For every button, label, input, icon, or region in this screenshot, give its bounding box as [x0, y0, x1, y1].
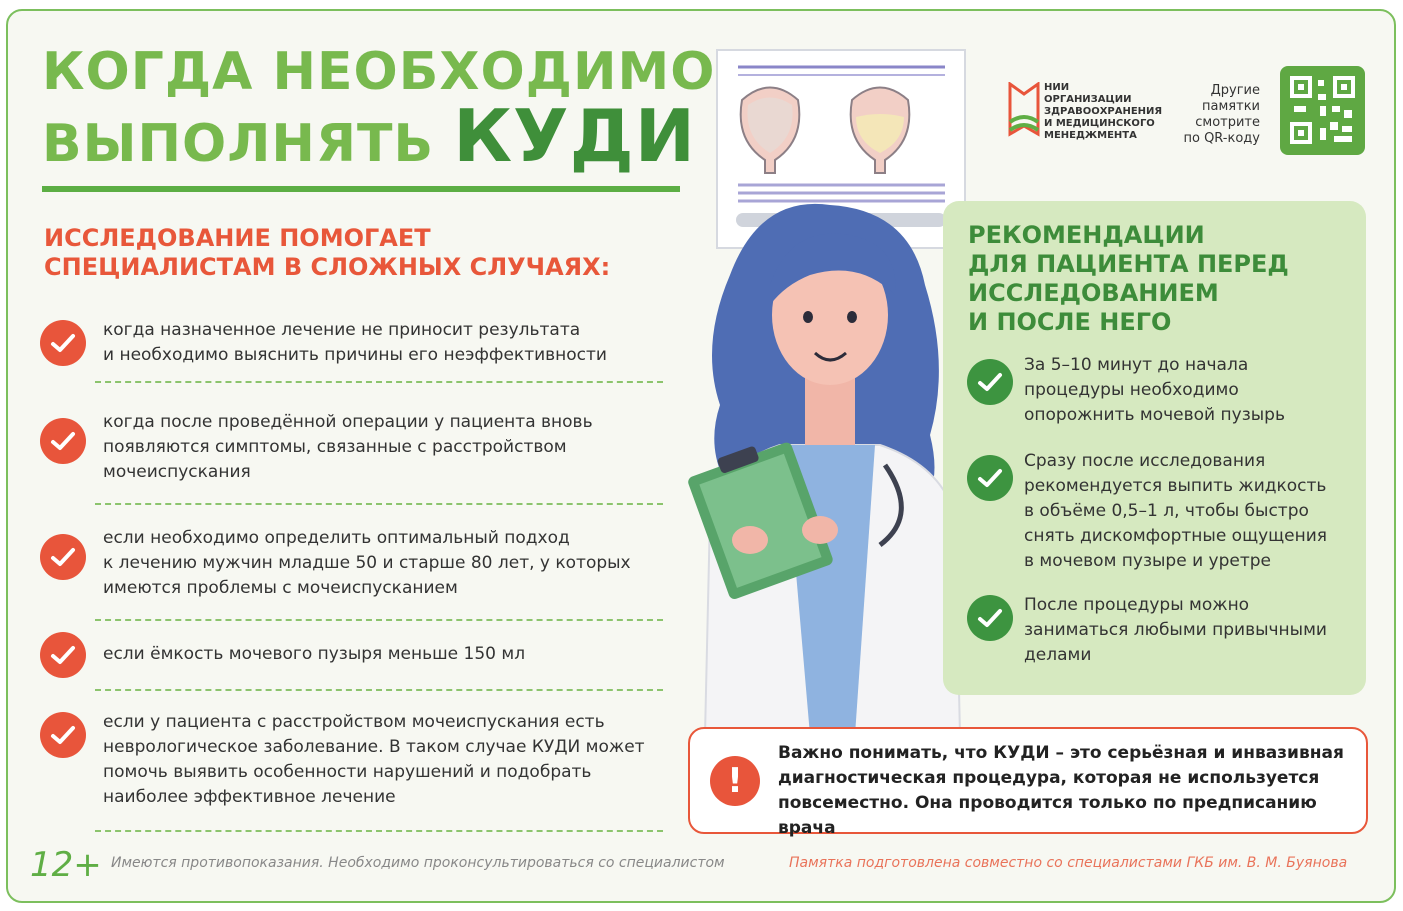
rec-line: За 5–10 минут до начала: [1024, 355, 1249, 375]
logo-line: НИИ: [1044, 82, 1070, 93]
divider: [95, 619, 663, 621]
qr-code-icon[interactable]: [1280, 66, 1365, 155]
section-subtitle: [44, 224, 610, 282]
rec-line: После процедуры можно: [1024, 595, 1250, 615]
warning-line: диагностическая процедура, которая не используется: [778, 768, 1320, 788]
divider: [95, 381, 663, 383]
divider: [95, 503, 663, 505]
case-line: если у пациента с расстройством мочеиспускания есть: [103, 712, 605, 732]
warning-line: повсеместно. Она проводится только по предписанию врача: [778, 793, 1317, 838]
case-line: когда после проведённой операции у пациента вновь: [103, 412, 593, 432]
recommendations-title: [968, 221, 1289, 337]
case-line: если необходимо определить оптимальный подход: [103, 528, 570, 548]
check-icon: [40, 712, 86, 758]
title-line-1: КОГДА НЕОБХОДИМО: [42, 42, 716, 102]
check-icon: [40, 534, 86, 580]
rec-line: опорожнить мочевой пузырь: [1024, 405, 1285, 425]
check-icon: [967, 359, 1013, 405]
institute-name: [1044, 82, 1162, 142]
rec-title-line: РЕКОМЕНДАЦИИ: [968, 221, 1205, 249]
exclamation-icon: !: [710, 756, 760, 806]
qr-label-line: Другие: [1210, 83, 1260, 98]
rec-title-line: И ПОСЛЕ НЕГО: [968, 308, 1172, 336]
subtitle-line-1: ИССЛЕДОВАНИЕ ПОМОГАЕТ: [44, 224, 431, 252]
qr-label-line: памятки: [1202, 99, 1260, 114]
rec-line: делами: [1024, 645, 1092, 665]
rec-title-line: ИССЛЕДОВАНИЕМ: [968, 279, 1219, 307]
warning-box: [688, 727, 1368, 838]
check-icon: [967, 595, 1013, 641]
footer-credit: Памятка подготовлена совместно со специалистами ГКБ им. В. М. Буянова: [789, 855, 1348, 871]
rec-title-line: ДЛЯ ПАЦИЕНТА ПЕРЕД: [968, 250, 1289, 278]
rec-line: снять дискомфортные ощущения: [1024, 526, 1328, 546]
check-icon: [40, 632, 86, 678]
case-line: если ёмкость мочевого пузыря меньше 150 мл: [103, 644, 526, 664]
page-title: [42, 40, 715, 176]
case-line: наиболее эффективное лечение: [103, 787, 396, 807]
rec-line: процедуры необходимо: [1024, 380, 1239, 400]
warning-line: Важно понимать, что КУДИ – это серьёзная и инвазивная: [778, 743, 1344, 763]
qr-label: [1160, 83, 1260, 147]
check-icon: [40, 418, 86, 464]
logo-line: МЕНЕДЖМЕНТА: [1044, 130, 1137, 141]
case-line: неврологическое заболевание. В таком случае КУДИ может: [103, 737, 645, 757]
check-icon: [967, 455, 1013, 501]
check-icon: [40, 320, 86, 366]
logo-line: И МЕДИЦИНСКОГО: [1044, 118, 1155, 129]
title-kudi: КУДИ: [453, 94, 696, 178]
rec-line: Сразу после исследования: [1024, 451, 1266, 471]
case-line: когда назначенное лечение не приносит результата: [103, 320, 581, 340]
case-line: к лечению мужчин младше 50 и старше 80 лет, у которых: [103, 553, 631, 573]
subtitle-line-2: СПЕЦИАЛИСТАМ В СЛОЖНЫХ СЛУЧАЯХ:: [44, 253, 611, 281]
case-line: имеются проблемы с мочеиспусканием: [103, 578, 458, 598]
logo-line: ЗДРАВООХРАНЕНИЯ: [1044, 106, 1163, 117]
rec-line: заниматься любыми привычными: [1024, 620, 1327, 640]
case-line: появляются симптомы, связанные с расстройством: [103, 437, 567, 457]
recommendations-panel: [943, 201, 1366, 695]
footer-contraindications: Имеются противопоказания. Необходимо проконсультироваться со специалистом: [111, 855, 725, 871]
case-line: мочеиспускания: [103, 462, 251, 482]
qr-label-line: смотрите: [1195, 115, 1260, 130]
rec-line: рекомендуется выпить жидкость: [1024, 476, 1327, 496]
case-line: и необходимо выяснить причины его неэффективности: [103, 345, 607, 365]
qr-label-line: по QR-коду: [1183, 131, 1260, 146]
rec-line: в объёме 0,5–1 л, чтобы быстро: [1024, 501, 1309, 521]
divider: [95, 689, 663, 691]
doctor-illustration: [660, 45, 970, 735]
rec-line: в мочевом пузыре и уретре: [1024, 551, 1272, 571]
logo-line: ОРГАНИЗАЦИИ: [1044, 94, 1132, 105]
title-line-2: ВЫПОЛНЯТЬ: [42, 114, 454, 174]
divider: [95, 830, 663, 832]
institute-logo-icon: [1008, 82, 1040, 142]
age-rating: 12+: [30, 845, 102, 885]
case-line: помочь выявить особенности нарушений и подобрать: [103, 762, 592, 782]
title-underline: [42, 186, 680, 192]
